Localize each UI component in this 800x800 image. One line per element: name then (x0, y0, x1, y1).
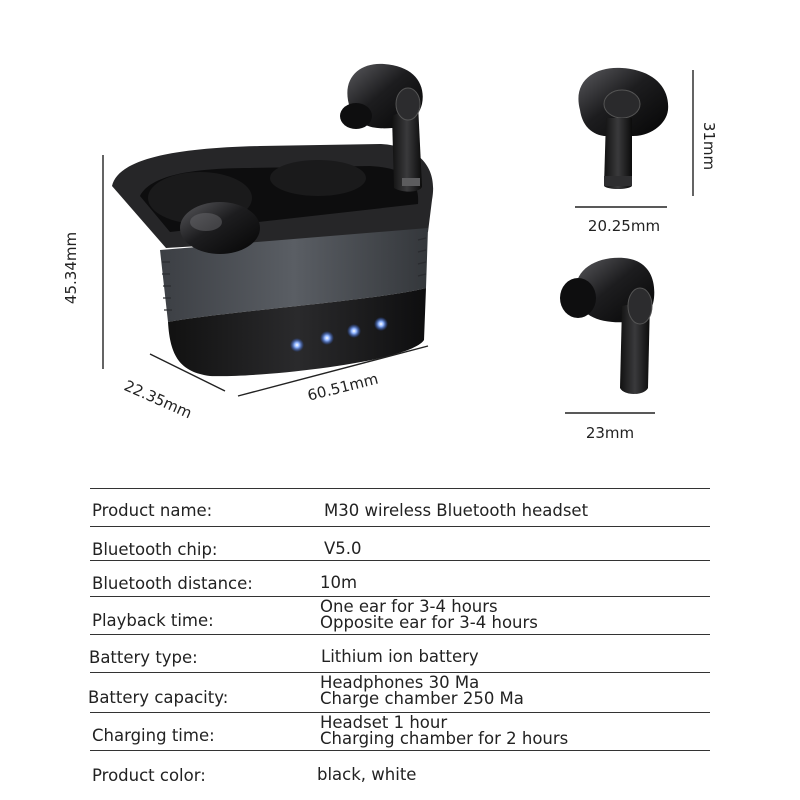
spec-value: M30 wireless Bluetooth headset (324, 501, 589, 520)
spec-label: Product name: (92, 501, 213, 520)
charging-case (112, 144, 433, 376)
spec-label: Bluetooth distance: (92, 574, 253, 593)
earbud-height-label: 31mm (700, 121, 718, 171)
spec-value: black, white (317, 765, 417, 784)
spec-value: Headset 1 hour (320, 713, 448, 732)
spec-label: Playback time: (92, 611, 214, 630)
led-3 (347, 324, 361, 338)
earbud-front-view (578, 68, 668, 189)
spec-label: Charging time: (92, 726, 215, 745)
case-height-label: 45.34mm (62, 231, 80, 305)
earbud-side-view (560, 258, 654, 394)
spec-value: Charging chamber for 2 hours (320, 729, 569, 748)
spec-label: Product color: (92, 766, 206, 785)
led-1 (290, 338, 304, 352)
spec-row-battery-capacity (90, 672, 710, 713)
case-depth-label: 22.35mm (121, 376, 195, 423)
spec-label: Battery type: (89, 648, 198, 667)
spec-value: 10m (320, 573, 358, 592)
case-width-label: 60.51mm (305, 369, 380, 405)
spec-row-playback-time (90, 596, 710, 635)
spec-value: One ear for 3-4 hours (320, 597, 498, 616)
earbud-side-width-label: 23mm (585, 424, 635, 442)
spec-row-bluetooth-distance (90, 560, 710, 597)
spec-row-battery-type (90, 634, 710, 673)
spec-value: Opposite ear for 3-4 hours (320, 613, 538, 632)
spec-value: V5.0 (324, 539, 362, 558)
spec-row-charging-time (90, 712, 710, 751)
spec-row-bluetooth-chip (90, 526, 710, 561)
led-2 (320, 331, 334, 345)
led-4 (374, 317, 388, 331)
earbud-in-case (180, 202, 260, 254)
spec-value: Lithium ion battery (321, 647, 479, 666)
spec-row-product-name (90, 488, 710, 527)
spec-label: Battery capacity: (88, 688, 229, 707)
spec-value: Charge chamber 250 Ma (320, 689, 524, 708)
spec-row-product-color (90, 750, 710, 787)
spec-value: Headphones 30 Ma (320, 673, 480, 692)
earbud-front-width-label: 20.25mm (587, 217, 661, 235)
spec-label: Bluetooth chip: (92, 540, 218, 559)
